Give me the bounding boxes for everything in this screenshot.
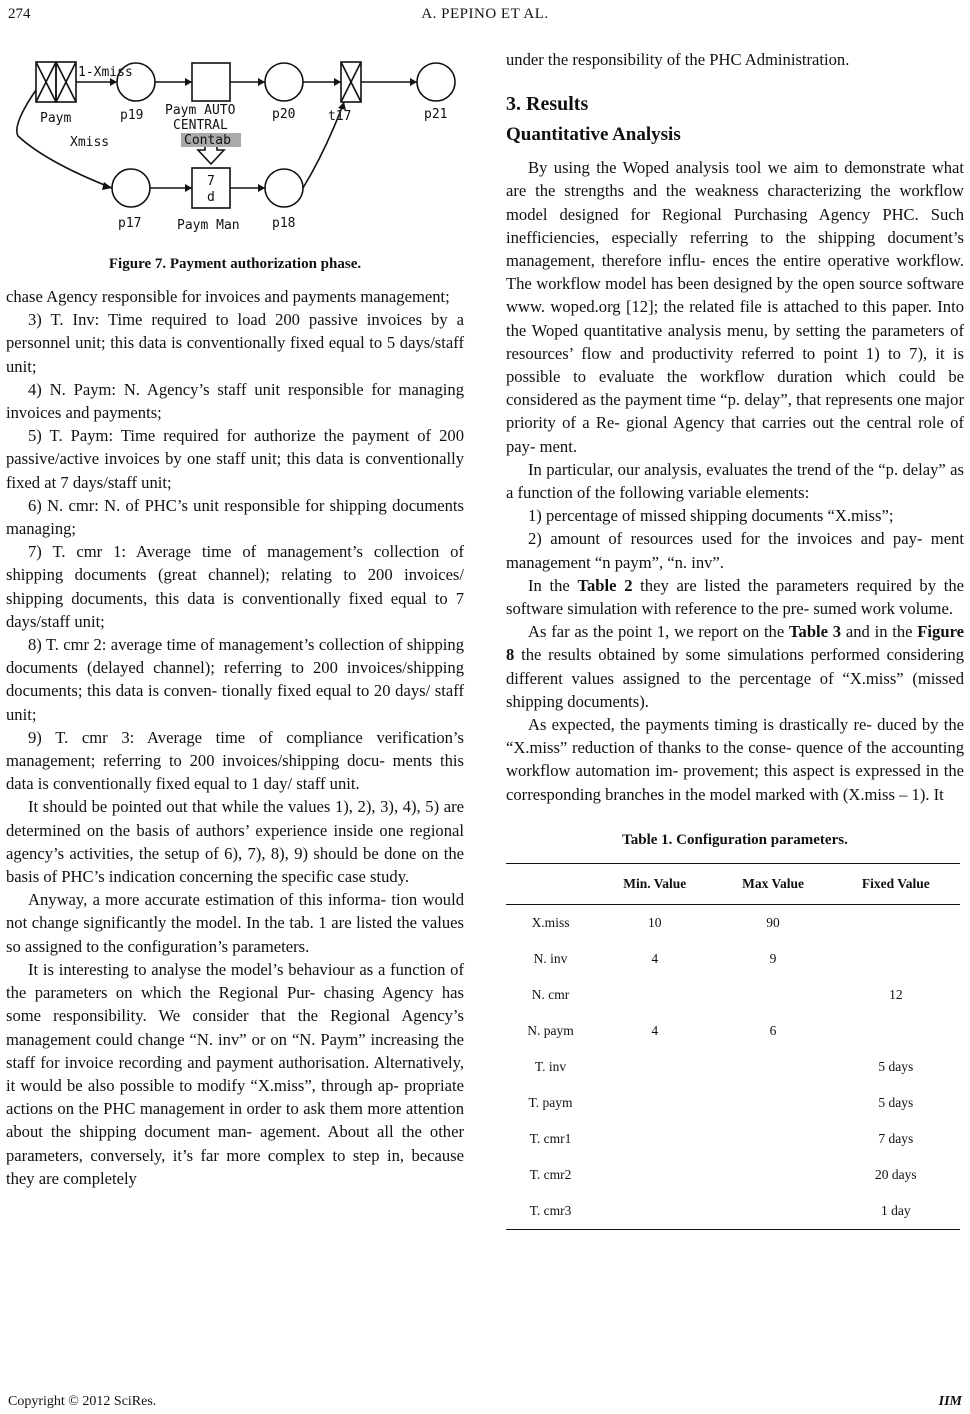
table-cell: X.miss [531, 914, 570, 930]
table-row [506, 1013, 960, 1049]
table-cell: 10 [647, 914, 662, 930]
table-cell [832, 1013, 960, 1049]
table-cell: T. cmr1 [529, 1130, 572, 1146]
left-paragraph: It is interesting to analyse the model’s behaviour as a function of the parameters on which the Regional Pur- chasing Agency has some responsibility. We consider that the Regional Agency’s management could change “N. inv” or on “N. Paym” increasing the staff for invoice recording and payment authorisation. Alternatively, it would be also possible to modify “X.miss”, through ap- propriate actions on the PHC management in order to ask them more attention about the shipping document man- agement. About all the other parameters, conversely, it’s far more complex to step in, because they are completely [6, 959, 464, 1188]
left-paragraph: 6) N. cmr: N. of PHC’s unit responsible for shipping documents managing; [6, 495, 464, 539]
journal-abbrev: IIM [938, 1394, 962, 1409]
table-cell: 1 day [881, 1202, 911, 1218]
label-p17: p17 [118, 216, 142, 231]
table-cell [832, 941, 960, 977]
label-central: CENTRAL [173, 118, 228, 133]
label-paym: Paym [40, 111, 72, 126]
table-cell [595, 1121, 714, 1157]
table-row [506, 1157, 960, 1193]
table-cell: 4 [651, 950, 659, 966]
table-cell [595, 1085, 714, 1121]
label-t17: t17 [328, 109, 352, 124]
left-paragraph: 7) T. cmr 1: Average time of management’s collection of shipping documents (great channel); relating to 200 invoices/ shipping documents, this data is conventionally fixed equal to 7 days/staff unit; [6, 542, 464, 631]
left-paragraph: 5) T. Paym: Time required for authorize the payment of 200 passive/active invoices by one staff unit; this data is conventionally fixed at 7 days/staff unit; [6, 426, 464, 492]
right-paragraph: 1) percentage of missed shipping documents “X.miss”; [528, 506, 894, 526]
table-cell [714, 1049, 831, 1085]
table-cell [595, 977, 714, 1013]
running-authors: A. PEPINO ET AL. [421, 6, 549, 22]
table-cell: 6 [769, 1022, 777, 1038]
table-cell: T. paym [528, 1094, 573, 1110]
table-cell [714, 1085, 831, 1121]
label-p19: p19 [120, 108, 144, 123]
table-cell: 90 [766, 914, 780, 930]
right-column [506, 48, 964, 1230]
label-paym-man: Paym Man [177, 218, 240, 233]
table-header: Fixed Value [861, 875, 930, 891]
table-header: Min. Value [623, 875, 687, 891]
configuration-table [506, 863, 960, 1230]
subsection-title: Quantitative Analysis [506, 124, 681, 146]
table-cell: T. cmr3 [529, 1202, 572, 1218]
page-header [0, 6, 970, 28]
table-cell: 9 [769, 950, 777, 966]
left-paragraph: chase Agency responsible for invoices and payments management; [6, 287, 450, 306]
table-cell: T. inv [534, 1058, 567, 1074]
left-column [6, 40, 464, 1190]
right-paragraph: In particular, our analysis, evaluates the trend of the “p. delay” as a function of the following variable elements: [506, 459, 964, 503]
section-title: 3. Results [506, 93, 589, 116]
label-p21: p21 [424, 107, 448, 122]
label-d: d [207, 190, 215, 205]
label-xmiss: Xmiss [70, 135, 110, 150]
figure-7 [6, 40, 464, 250]
table-header: Max Value [742, 875, 804, 891]
left-paragraph: 4) N. Paym: N. Agency’s staff unit responsible for managing invoices and payments; [6, 379, 464, 423]
table-cell [595, 1157, 714, 1193]
table-cell [595, 1049, 714, 1085]
right-intro: under the responsibility of the PHC Administration. [506, 50, 850, 69]
left-paragraph: 8) T. cmr 2: average time of management’s collection of shipping documents (delayed channel); referring to 200 invoices/shipping documents; this data is conven- tionally fixed equal to 20 days/ staff unit; [6, 635, 464, 724]
page-number: 274 [8, 6, 31, 22]
label-p20: p20 [272, 107, 296, 122]
table-caption: Table 1. Configuration parameters. [622, 831, 848, 848]
left-paragraph: 9) T. cmr 3: Average time of compliance verification’s management; referring to 200 invoices/shipping docu- ments this data is conventionally fixed equal to 1 day/ staff unit. [6, 727, 464, 794]
label-paym-auto: Paym AUTO [165, 103, 236, 118]
table-cell: 20 days [875, 1166, 917, 1182]
right-paragraph-table3: As far as the point 1, we report on the Table 3 and in the Figure 8 the results obtained by some simulations performed considering different values assigned to the percentage of “X.miss” (missed shipping documents). [506, 622, 964, 711]
table-cell: N. paym [527, 1022, 574, 1038]
page-footer [8, 1394, 962, 1410]
right-paragraph: As expected, the payments timing is drastically re- duced by the “X.miss” reduction of thanks to the conse- quence of the accounting workflow automation im- provement; this aspect is expressed in the corresponding branches in the model marked with (X.miss – 1). It [506, 715, 964, 804]
table-cell [595, 1193, 714, 1230]
petri-net-diagram [6, 40, 464, 250]
table-cell [832, 904, 960, 941]
table-row [506, 977, 960, 1013]
table-row [506, 941, 960, 977]
table-cell: N. cmr [531, 986, 570, 1002]
right-paragraph-table2: In the Table 2 they are listed the parameters required by the software simulation with reference to the pre- sumed work volume. [506, 575, 964, 619]
table-header [506, 863, 595, 904]
figure-caption: Figure 7. Payment authorization phase. [108, 256, 362, 272]
table-cell [714, 1121, 831, 1157]
table-cell: T. cmr2 [529, 1166, 572, 1182]
left-paragraph: It should be pointed out that while the values 1), 2), 3), 4), 5) are determined on the basis of authors’ experience inside one regional agency’s activities, the setup of 6), 7), 8), 9) should be done on the basis of PHC’s indication concerning the specific case study. [6, 797, 464, 887]
copyright: Copyright © 2012 SciRes. [8, 1394, 157, 1409]
left-paragraph: Anyway, a more accurate estimation of this informa- tion would not change significantly the model. In the tab. 1 are listed the values so assigned to the configuration’s parameters. [6, 890, 464, 956]
table-cell: 4 [651, 1022, 659, 1038]
table-cell [714, 1193, 831, 1230]
label-7: 7 [207, 174, 215, 189]
right-paragraph: 2) amount of resources used for the invoices and pay- ment management “n paym”, “n. inv”. [506, 529, 964, 572]
table-cell [714, 977, 831, 1013]
table-row [506, 1193, 960, 1230]
label-p18: p18 [272, 216, 296, 231]
table-cell: 5 days [878, 1094, 914, 1110]
table-cell: 7 days [878, 1130, 914, 1146]
right-paragraph: By using the Woped analysis tool we aim to demonstrate what are the strengths and the weakness characterizing the workflow model designed for Regional Purchasing Agency PHC. Such inefficiencies, especially referring to the shipping document’s management, therefore influ- ences the entire operative workflow. The workflow model has been designed by the open source software www. woped.org [12]; the related file is attached to this paper. Into the Woped quantitative analysis menu, by setting the parameters of resources’ flow and productivity referred to point 1) to 7), it is possible to evaluate the workflow duration which could be considered as the payment time “p. delay”, that represents one major priority of a Re- gional Agency that carries out the central role of pay- ment. [506, 158, 964, 456]
table-row [506, 904, 960, 941]
table-cell: 12 [889, 986, 903, 1002]
table-row [506, 1049, 960, 1085]
label-contab: Contab [184, 133, 231, 148]
table-header-row [506, 863, 960, 904]
label-1-xmiss: 1-Xmiss [78, 65, 133, 80]
left-paragraph: 3) T. Inv: Time required to load 200 passive invoices by a personnel unit; this data is conventionally fixed equal to 5 days/staff unit; [6, 310, 464, 376]
table-cell: 5 days [878, 1058, 914, 1074]
table-cell [714, 1157, 831, 1193]
table-cell: N. inv [533, 950, 568, 966]
table-row [506, 1085, 960, 1121]
table-row [506, 1121, 960, 1157]
